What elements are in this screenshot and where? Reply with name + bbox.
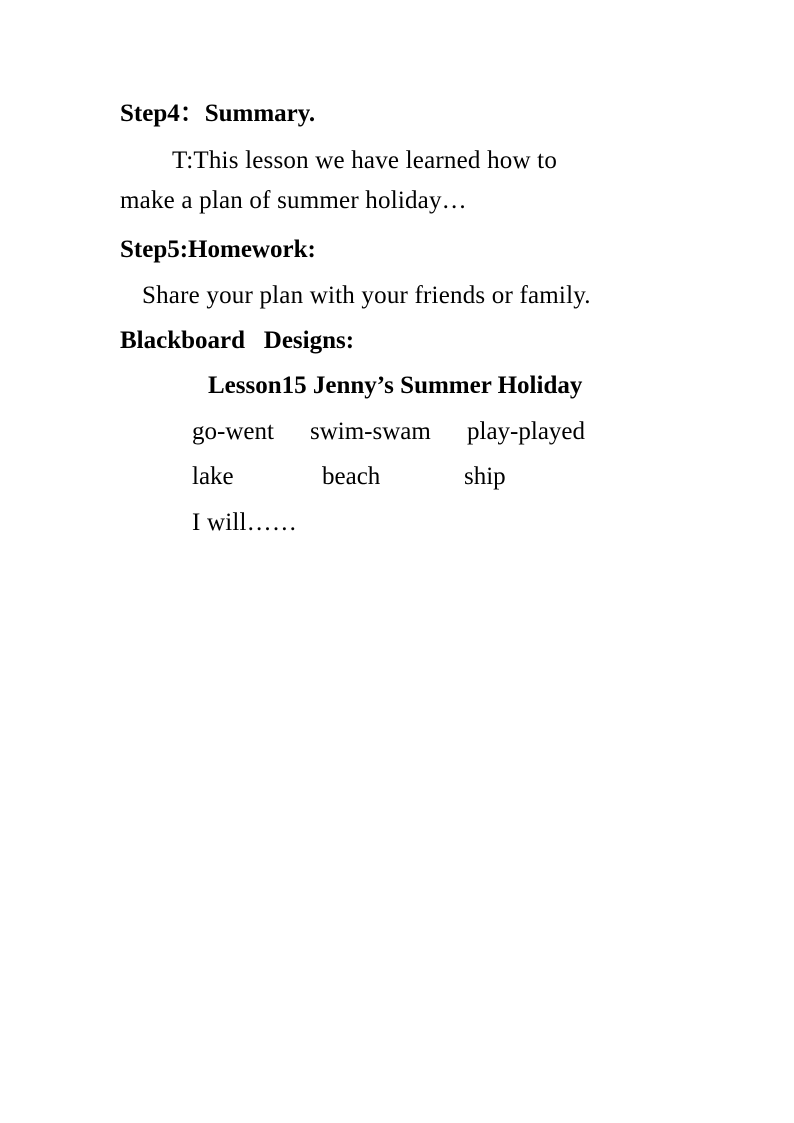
verb-pair-play: play-played [467, 418, 586, 445]
step4-summary-line-2: make a plan of summer holiday… [120, 187, 467, 214]
verb-pair-go: go-went [192, 418, 274, 445]
blackboard-heading: Blackboard Designs: [120, 327, 355, 354]
verb-pair-swim: swim-swam [310, 418, 431, 445]
noun-lake: lake [192, 463, 234, 490]
blackboard-sentence-starter: I will…… [192, 509, 298, 536]
noun-ship: ship [464, 463, 506, 490]
noun-beach: beach [322, 463, 381, 490]
step4-heading: Step4：Summary. [120, 100, 316, 127]
step4-summary-line-1: T:This lesson we have learned how to [172, 147, 558, 174]
blackboard-title: Lesson15 Jenny’s Summer Holiday [208, 372, 583, 399]
step5-heading: Step5:Homework: [120, 236, 316, 263]
step5-homework-text: Share your plan with your friends or family. [142, 282, 591, 309]
